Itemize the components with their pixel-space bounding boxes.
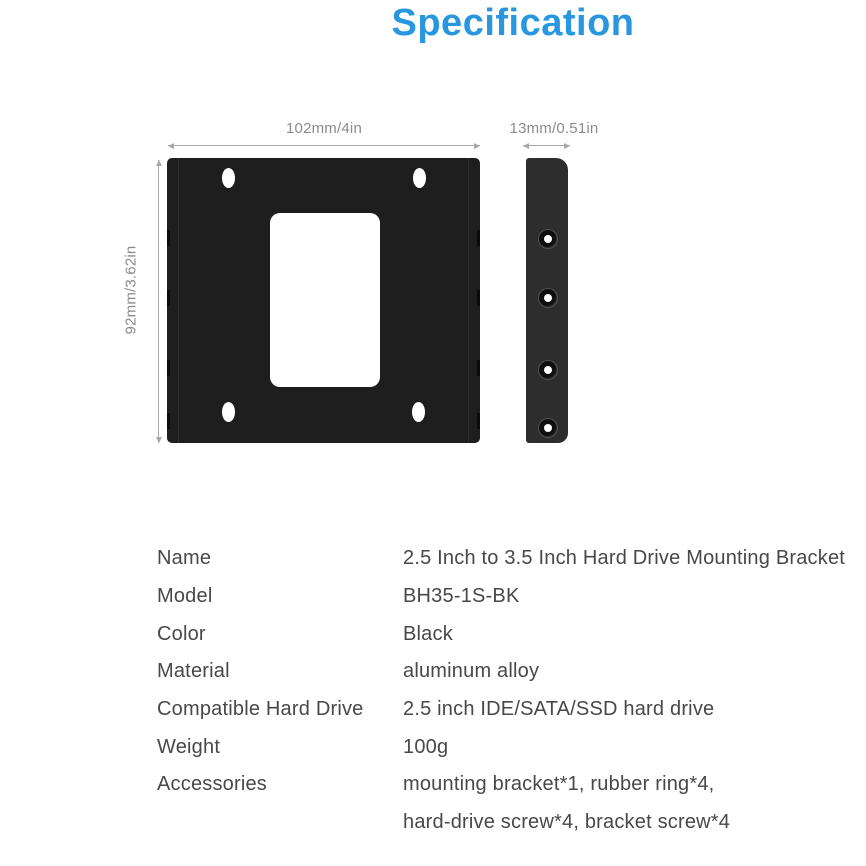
table-row [157, 691, 866, 729]
mounting-bracket-side-view [526, 158, 568, 443]
front-left-flange-line [178, 158, 179, 443]
row-label: Color [157, 622, 206, 645]
mounting-bracket-front-view [167, 158, 480, 443]
front-edge-notch [477, 413, 480, 429]
side-width-dimension-label: 13mm/0.51in [509, 120, 599, 137]
row-label: Accessories [157, 773, 268, 796]
row-value: Black [403, 622, 453, 645]
table-row [157, 540, 866, 578]
row-label: Weight [157, 735, 221, 758]
screw-slot-top-right [413, 168, 426, 188]
row-value: hard-drive screw*4, bracket screw*4 [403, 811, 731, 834]
table-row [157, 766, 866, 804]
front-edge-notch [477, 360, 480, 376]
screw-slot-bottom-left [222, 402, 235, 422]
row-label: Name [157, 547, 212, 570]
row-value: 2.5 inch IDE/SATA/SSD hard drive [403, 698, 715, 721]
front-width-dimension-label: 102mm/4in [285, 120, 362, 137]
row-label: Model [157, 585, 213, 608]
side-width-dimension-arrow [523, 145, 570, 146]
side-hole-4 [539, 419, 557, 437]
row-value: aluminum alloy [403, 660, 540, 683]
front-right-flange-line [468, 158, 469, 443]
front-edge-notch [167, 360, 170, 376]
front-height-dimension-arrow [158, 160, 159, 443]
front-edge-notch [167, 413, 170, 429]
center-cutout [270, 213, 380, 387]
row-value: mounting bracket*1, rubber ring*4, [403, 773, 715, 796]
side-hole-1 [539, 230, 557, 248]
front-edge-notch [167, 230, 170, 246]
row-value: BH35-1S-BK [403, 585, 520, 608]
side-hole-3 [539, 361, 557, 379]
page-title: Specification [391, 2, 635, 44]
front-height-dimension-label: 92mm/3.62in [122, 245, 140, 335]
side-hole-2 [539, 289, 557, 307]
screw-slot-top-left [222, 168, 235, 188]
screw-slot-bottom-right [412, 402, 425, 422]
front-width-dimension-arrow [168, 145, 480, 146]
table-row [157, 578, 866, 616]
table-row [157, 804, 866, 842]
front-edge-notch [477, 230, 480, 246]
table-row [157, 615, 866, 653]
row-value: 2.5 Inch to 3.5 Inch Hard Drive Mounting Bracket [403, 547, 846, 570]
table-row [157, 728, 866, 766]
front-edge-notch [167, 290, 170, 306]
table-row [157, 653, 866, 691]
row-value: 100g [403, 735, 449, 758]
row-label: Material [157, 660, 230, 683]
spec-table [157, 540, 866, 842]
row-label: Compatible Hard Drive [157, 698, 364, 721]
front-edge-notch [477, 290, 480, 306]
